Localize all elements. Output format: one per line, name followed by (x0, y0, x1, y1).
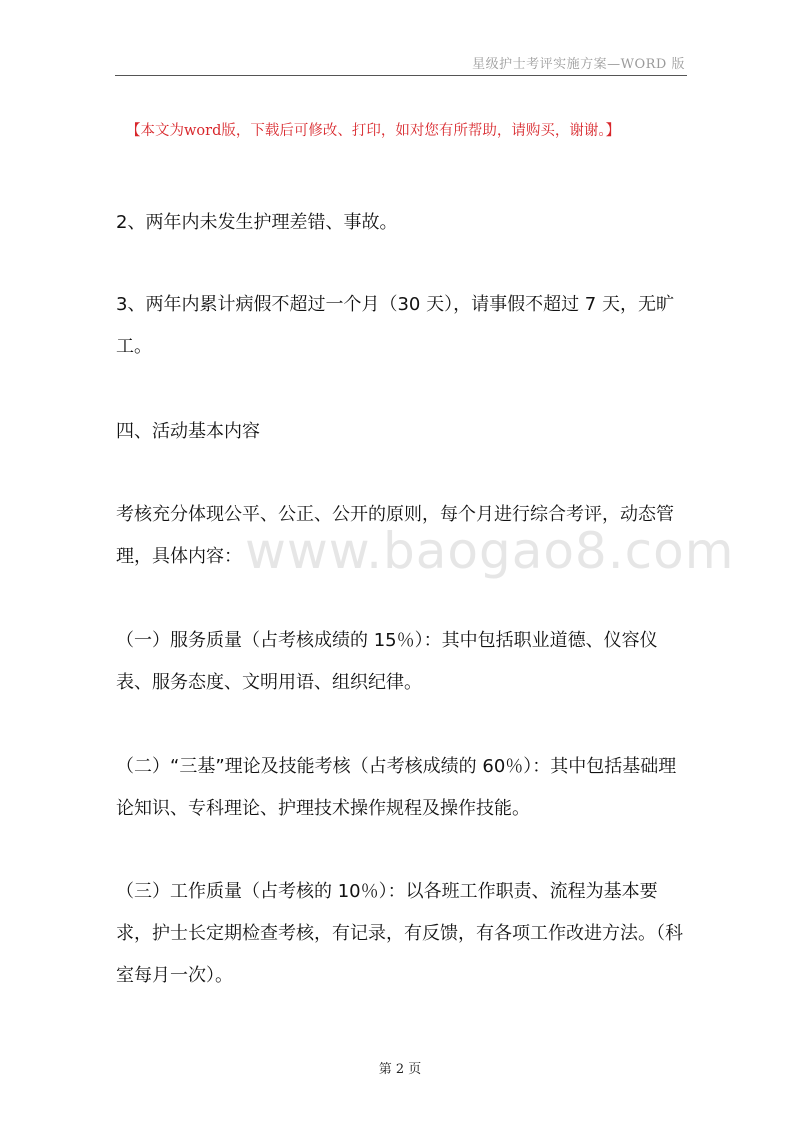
page-number: 第 2 页 (378, 1062, 422, 1077)
header-divider (115, 75, 687, 76)
paragraph-work-quality: （三）工作质量（占考核的 10％）：以各班工作职责、流程为基本要求，护士长定期检查考核，有记录，有反馈，有各项工作改进方法。（科室每月一次）。 (116, 881, 683, 986)
section-heading: 四、活动基本内容 (116, 421, 260, 442)
running-header: 星级护士考评实施方案—WORD 版 (472, 57, 685, 72)
paragraph-item-3: 3、两年内累计病假不超过一个月（30 天），请事假不超过 7 天，无旷工。 (116, 294, 674, 357)
paragraph-item-2: 2、两年内未发生护理差错、事故。 (116, 212, 398, 233)
watermark: www.baogao8.com (245, 522, 735, 580)
paragraph-service-quality: （一）服务质量（占考核成绩的 15％）：其中包括职业道德、仪容仪表、服务态度、文明用语、组织纪律。 (116, 630, 658, 693)
paragraph-skills-assessment: （二）“三基”理论及技能考核（占考核成绩的 60％）：其中包括基础理论知识、专科理论、护理技术操作规程及操作技能。 (116, 756, 677, 819)
purchase-notice: 【本文为word版，下载后可修改、打印，如对您有所帮助，请购买，谢谢。】 (126, 123, 621, 139)
paragraph-intro: 考核充分体现公平、公正、公开的原则，每个月进行综合考评，动态管理，具体内容： (116, 504, 674, 567)
